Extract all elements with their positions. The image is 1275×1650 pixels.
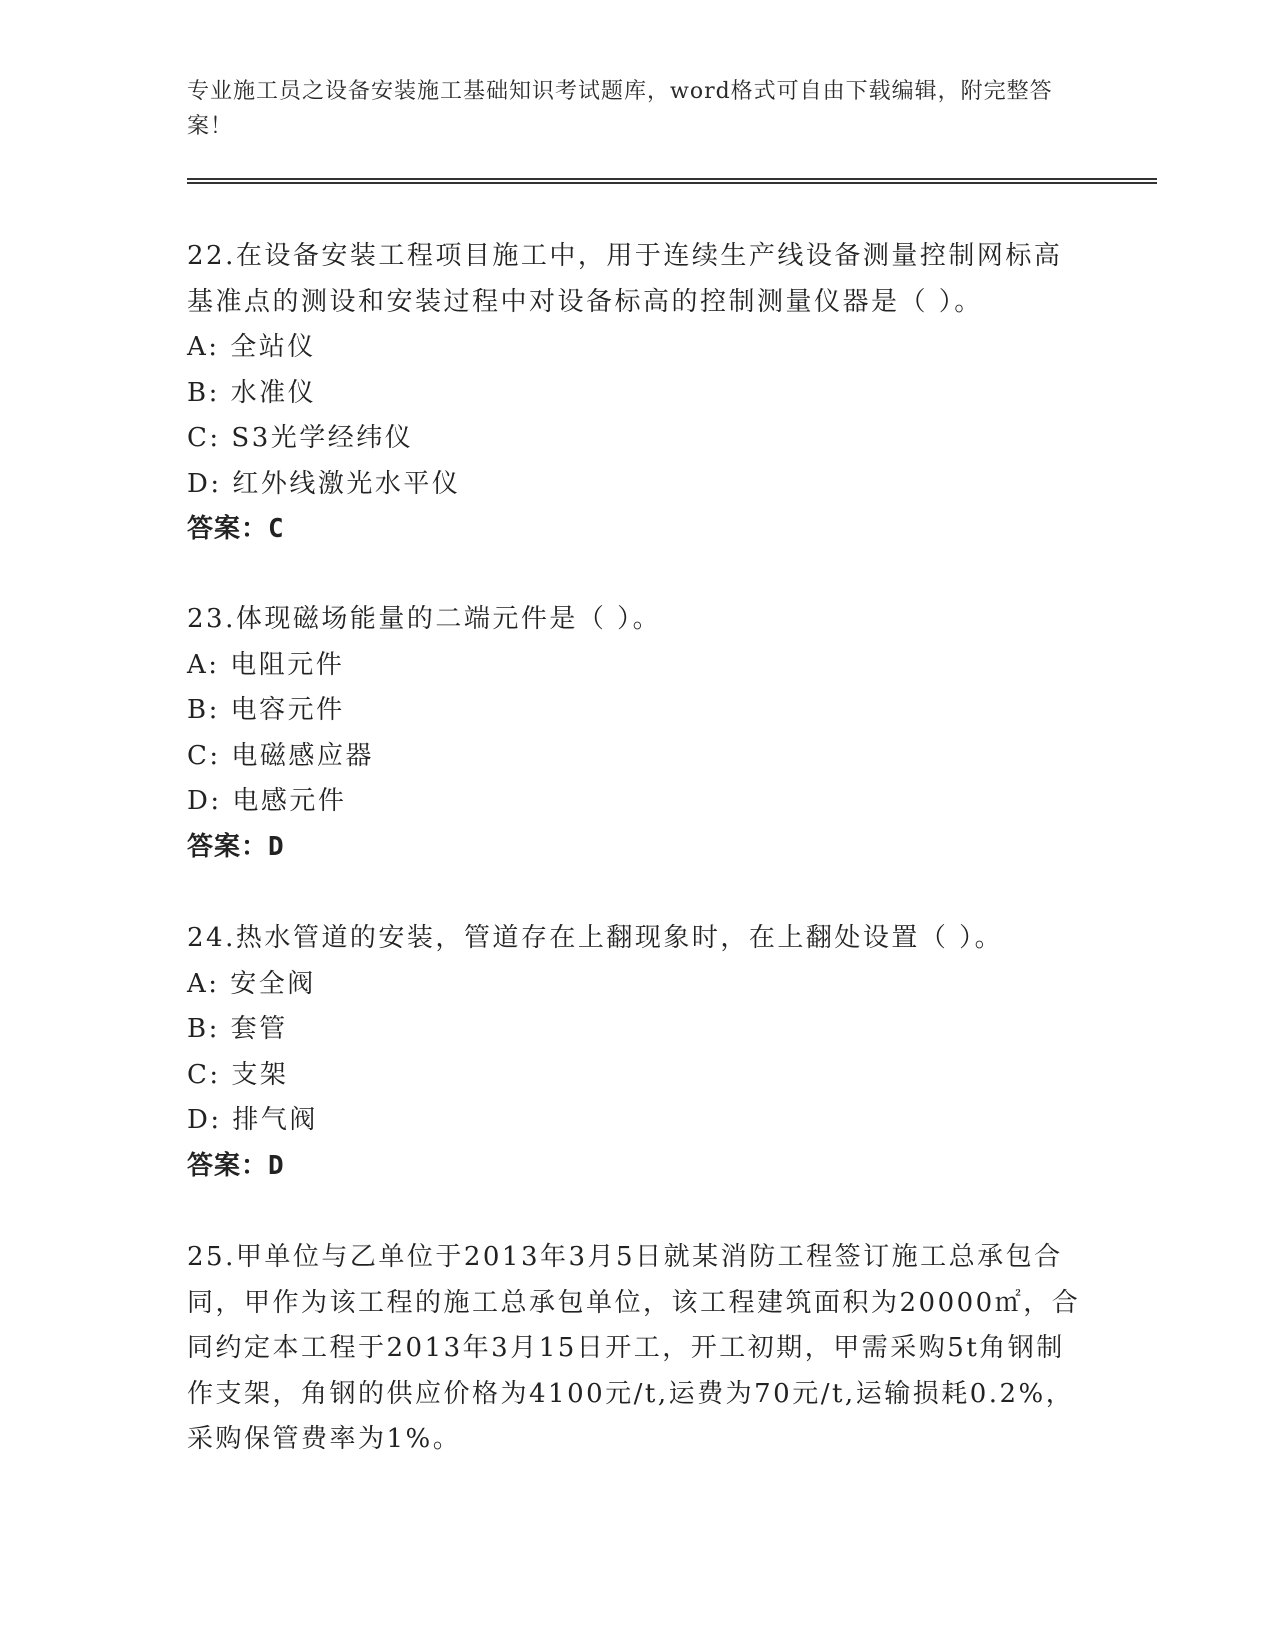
option-c: C: 电磁感应器 <box>187 740 374 771</box>
question-23 <box>187 597 1087 870</box>
question-stem: 22.在设备安装工程项目施工中，用于连续生产线设备测量控制网标高基准点的测设和安装过程中对设备标高的控制测量仪器是（ ）。 <box>187 241 1063 317</box>
header-divider-top <box>187 178 1157 180</box>
option-a: A: 安全阀 <box>187 968 316 999</box>
header-text: 专业施工员之设备安装施工基础知识考试题库，word格式可自由下载编辑，附完整答案！ <box>187 79 1053 139</box>
question-22 <box>187 234 1087 553</box>
question-stem: 25.甲单位与乙单位于2013年3月5日就某消防工程签订施工总承包合同，甲作为该工程的施工总承包单位，该工程建筑面积为20000㎡，合同约定本工程于2013年3月15日开工，开工初期，甲需采购5t角钢制作支架，角钢的供应价格为4100元/t,运费为70元/t,运输损耗0.2%，采购保管费率为1%。 <box>187 1242 1081 1454</box>
option-d: D: 排气阀 <box>187 1105 318 1135</box>
option-d: D: 电感元件 <box>187 786 347 816</box>
header-divider-bottom <box>187 182 1157 184</box>
option-a: A: 电阻元件 <box>187 649 345 680</box>
question-25 <box>187 1235 1087 1463</box>
option-c: C: S3光学经纬仪 <box>187 423 414 453</box>
option-b: B: 电容元件 <box>187 695 345 725</box>
question-24 <box>187 916 1087 1189</box>
option-b: B: 套管 <box>187 1014 288 1044</box>
question-stem: 23.体现磁场能量的二端元件是（ ）。 <box>187 604 662 634</box>
answer-label: 答案：D <box>187 1150 285 1181</box>
question-stem: 24.热水管道的安装，管道存在上翻现象时，在上翻处设置（ ）。 <box>187 923 1004 953</box>
option-d: D: 红外线激光水平仪 <box>187 468 461 499</box>
answer-label: 答案：D <box>187 831 285 862</box>
option-b: B: 水准仪 <box>187 377 317 408</box>
answer-label: 答案：C <box>187 514 285 544</box>
option-c: C: 支架 <box>187 1059 289 1090</box>
document-header <box>187 74 1067 144</box>
option-a: A: 全站仪 <box>187 332 316 362</box>
